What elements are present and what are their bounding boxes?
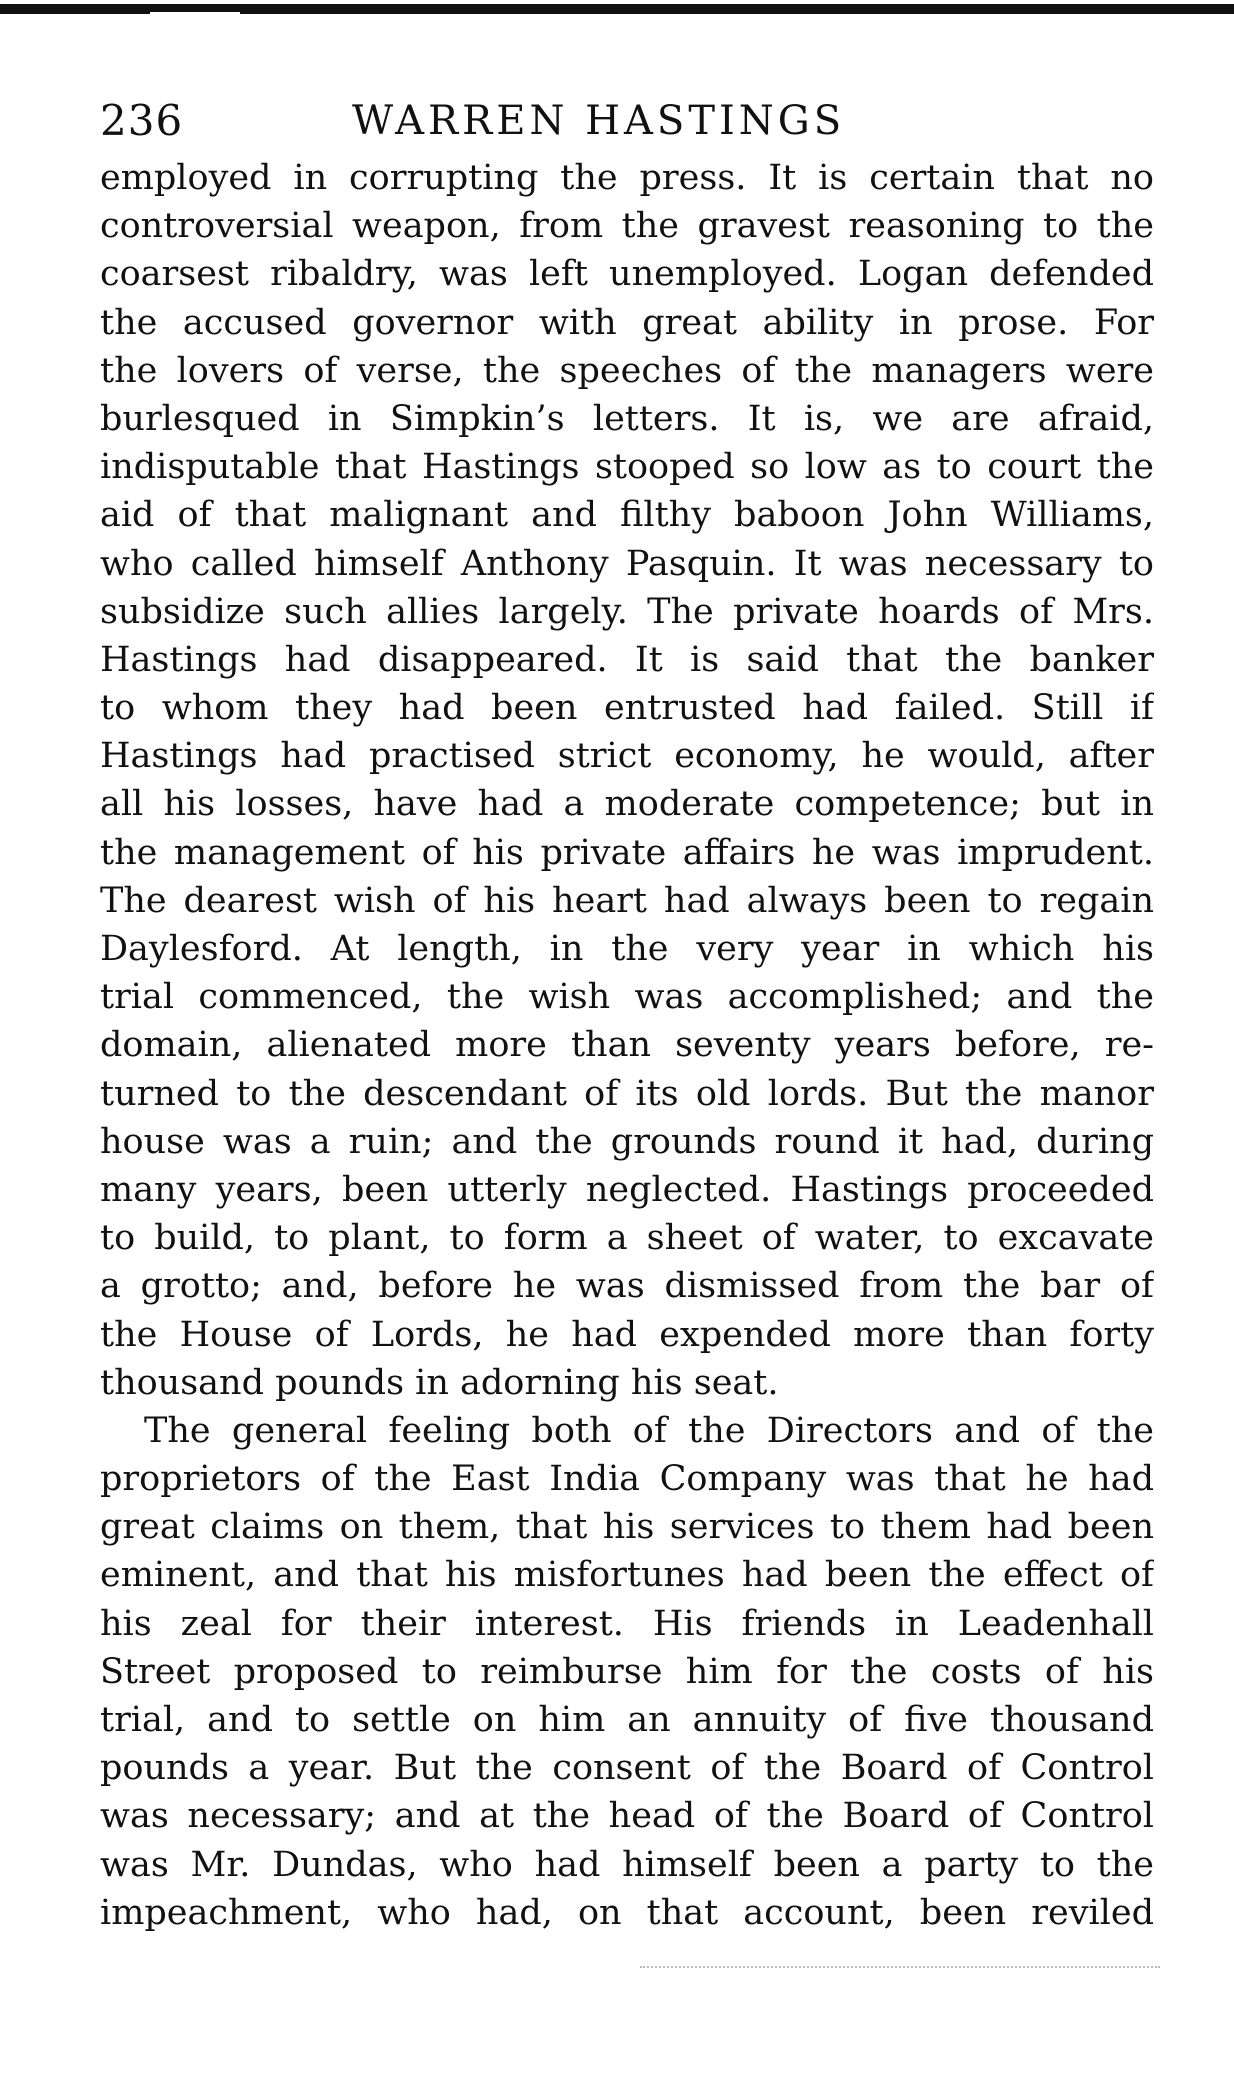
text-line: The general feeling both of the Directors and of the bbox=[144, 1410, 1154, 1451]
text-line: Daylesford. At length, in the very year in which his bbox=[100, 929, 1154, 969]
text-line: who called himself Anthony Pasquin. It was necessary to bbox=[100, 543, 1154, 584]
text-line: eminent, and that his misfortunes had been the effect of bbox=[100, 1555, 1154, 1596]
text-line: controversial weapon, from the gravest reasoning to the bbox=[100, 206, 1154, 247]
text-line: the management of his private affairs he was imprudent. bbox=[100, 832, 1154, 873]
text-line: many years, been utterly neglected. Hastings proceeded bbox=[100, 1169, 1154, 1210]
text-line: a grotto; and, before he was dismissed from the bar of bbox=[100, 1266, 1154, 1307]
text-line: burlesqued in Simpkin’s letters. It is, we are afraid, bbox=[100, 398, 1154, 439]
body-text bbox=[100, 154, 1154, 1937]
text-line: great claims on them, that his services to them had been bbox=[100, 1507, 1154, 1548]
text-line: aid of that malignant and filthy baboon John Williams, bbox=[100, 495, 1154, 536]
page-number: 236 bbox=[100, 96, 184, 145]
text-line: indisputable that Hastings stooped so low as to court the bbox=[100, 447, 1154, 488]
top-border-gap bbox=[150, 12, 240, 16]
text-line: was necessary; and at the head of the Board of Control bbox=[100, 1796, 1154, 1837]
text-line: Hastings had practised strict economy, he would, after bbox=[100, 736, 1154, 777]
text-line: The dearest wish of his heart had always been to regain bbox=[100, 880, 1154, 921]
text-line: was Mr. Dundas, who had himself been a party to the bbox=[100, 1844, 1154, 1885]
paragraph-2 bbox=[100, 1407, 1154, 1937]
text-line: turned to the descendant of its old lords. But the manor bbox=[100, 1073, 1154, 1114]
bottom-dotted-rule bbox=[640, 1966, 1160, 1972]
text-line: to build, to plant, to form a sheet of water, to excavate bbox=[100, 1218, 1154, 1259]
text-line: all his losses, have had a moderate competence; but in bbox=[100, 784, 1154, 825]
text-line: domain, alienated more than seventy years before, re- bbox=[100, 1025, 1154, 1066]
text-line: employed in corrupting the press. It is certain that no bbox=[100, 158, 1154, 198]
text-line: trial commenced, the wish was accomplished; and the bbox=[100, 977, 1154, 1018]
text-line: thousand pounds in adorning his seat. bbox=[100, 1362, 779, 1403]
text-line: the lovers of verse, the speeches of the managers were bbox=[100, 350, 1154, 391]
text-line: impeachment, who had, on that account, been reviled bbox=[100, 1892, 1154, 1933]
text-line: the House of Lords, he had expended more than forty bbox=[100, 1314, 1154, 1355]
text-line: coarsest ribaldry, was left unemployed. Logan defended bbox=[100, 254, 1154, 295]
running-head bbox=[100, 92, 1154, 150]
book-page bbox=[100, 92, 1154, 2012]
paragraph-1 bbox=[100, 154, 1154, 1407]
text-line: house was a ruin; and the grounds round it had, during bbox=[100, 1121, 1154, 1162]
text-line: to whom they had been entrusted had failed. Still if bbox=[100, 688, 1154, 729]
text-line: Street proposed to reimburse him for the costs of his bbox=[100, 1651, 1154, 1692]
text-line: the accused governor with great ability in prose. For bbox=[100, 302, 1154, 343]
text-line: proprietors of the East India Company was that he had bbox=[100, 1459, 1154, 1500]
text-line: trial, and to settle on him an annuity of five thousand bbox=[100, 1700, 1154, 1740]
text-line: his zeal for their interest. His friends in Leadenhall bbox=[100, 1603, 1154, 1644]
text-line: Hastings had disappeared. It is said that the banker bbox=[100, 639, 1154, 680]
text-line: subsidize such allies largely. The private hoards of Mrs. bbox=[100, 591, 1154, 632]
running-title: WARREN HASTINGS bbox=[352, 98, 846, 144]
text-line: pounds a year. But the consent of the Board of Control bbox=[100, 1748, 1154, 1789]
